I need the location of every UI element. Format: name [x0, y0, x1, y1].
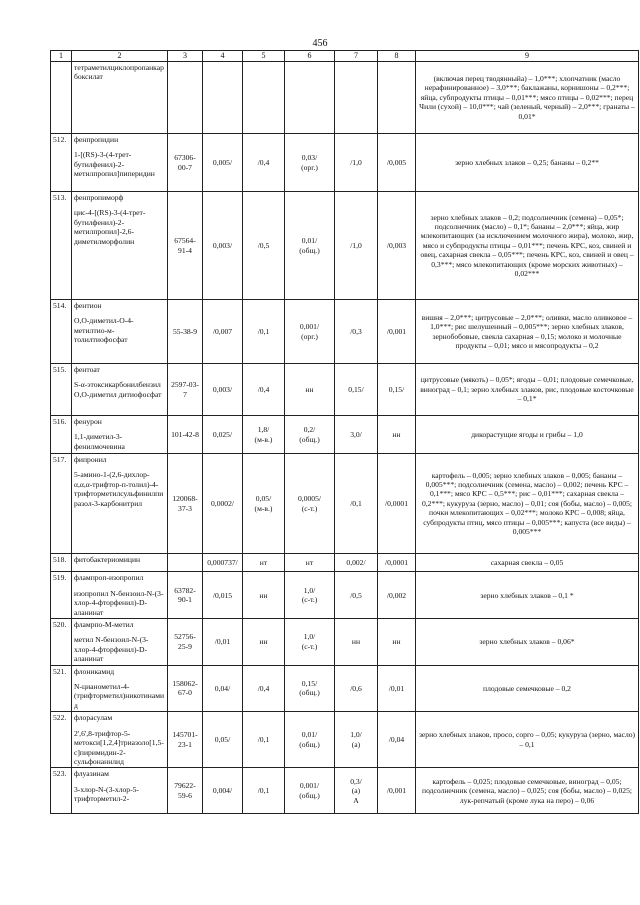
chemical-name: N-цианометил-4-(трифторметил)никотинамид — [74, 682, 165, 710]
value-col-4: 0,000737/ — [203, 554, 243, 572]
substance-name: фенпропидин — [74, 135, 119, 144]
value-col-4 — [203, 62, 243, 134]
substance-cell — [72, 572, 168, 619]
value-col-8: /0,002 — [378, 572, 416, 619]
cas-number: 120068-37-3 — [168, 454, 203, 554]
food-limits: (включая перец тводянныйа) – 1,0***; хлопчатник (масло нерафинированное) – 3,0***; баклажаны, корнишоны – 0,2***; яйца, субпродукты птицы – 0,01***; мясо птицы – 0,02***; перец Чили (сухой) – 10,0***; чай (зеленый, черный) – 2,0***; гранаты – 0,01* — [416, 62, 639, 134]
table-row — [51, 300, 639, 364]
row-number: 523. — [51, 768, 72, 814]
col-header: 6 — [285, 51, 335, 62]
header-row — [51, 51, 639, 62]
value-col-7: /0,6 — [335, 665, 378, 712]
value-col-6: 0,01/ (общ.) — [285, 192, 335, 300]
table-row — [51, 619, 639, 666]
value-col-4: 0,04/ — [203, 665, 243, 712]
value-col-7: нн — [335, 619, 378, 666]
col-header: 5 — [243, 51, 285, 62]
col-header: 9 — [416, 51, 639, 62]
cas-number — [168, 554, 203, 572]
value-col-7: 0,002/ — [335, 554, 378, 572]
value-col-7: 0,15/ — [335, 364, 378, 416]
chemical-name: 3-хлор-N-(3-хлор-5-трифторметил-2- — [74, 784, 139, 804]
table-row — [51, 454, 639, 554]
substance-cell — [72, 665, 168, 712]
substance-cell — [72, 192, 168, 300]
col-header: 4 — [203, 51, 243, 62]
cas-number — [168, 62, 203, 134]
cas-number: 2597-03-7 — [168, 364, 203, 416]
value-col-4: 0,003/ — [203, 192, 243, 300]
value-col-5: /0,5 — [243, 192, 285, 300]
substance-cell — [72, 768, 168, 814]
substance-name: фенурон — [74, 417, 102, 426]
value-col-4: 0,004/ — [203, 768, 243, 814]
table-row — [51, 712, 639, 768]
value-col-7: 0,3/ (а) А — [335, 768, 378, 814]
value-col-4: 0,0002/ — [203, 454, 243, 554]
substance-cell — [72, 712, 168, 768]
col-header: 8 — [378, 51, 416, 62]
value-col-5: 0,05/ (м-в.) — [243, 454, 285, 554]
table-row — [51, 665, 639, 712]
substance-name: фентоат — [74, 365, 100, 374]
cas-number: 63782-90-1 — [168, 572, 203, 619]
food-limits: вишня – 2,0***; цитрусовые – 2,0***; оливки, масло оливковое – 1,0***; рис шелушенный – 0,005***; зерно хлебных злаков, зернобобовые, свекла сахарная – 0,15; молоко и молочные продукты – 0,01; мясо и мясопродукты – 0,2 — [416, 300, 639, 364]
value-col-6: 1,0/ (с-т.) — [285, 572, 335, 619]
value-col-8: /0,0001 — [378, 454, 416, 554]
chemical-name: 1,1-диметил-3-фенилмочевина — [74, 432, 125, 451]
value-col-6: 1,0/ (с-т.) — [285, 619, 335, 666]
table-row — [51, 554, 639, 572]
residue-limits-table — [50, 50, 639, 814]
row-number — [51, 62, 72, 134]
food-limits: сахарная свекла – 0,05 — [416, 554, 639, 572]
chemical-name: цис-4-[(RS)-3-(4-трет-бутилфенил)-2-метилпропил]-2,6-диметилморфолин — [74, 208, 146, 246]
value-col-6: 0,2/ (общ.) — [285, 416, 335, 454]
substance-cell — [72, 62, 168, 134]
value-col-5: нн — [243, 619, 285, 666]
value-col-5: /0,4 — [243, 665, 285, 712]
cas-number: 52756-25-9 — [168, 619, 203, 666]
value-col-8: нн — [378, 416, 416, 454]
value-col-8: /0,01 — [378, 665, 416, 712]
substance-name: флуазинам — [74, 769, 109, 779]
row-number: 515. — [51, 364, 72, 416]
value-col-8: /0,001 — [378, 300, 416, 364]
food-limits: картофель – 0,005; зерно хлебных злаков – 0,005; бананы – 0,005***; подсолнечник (семена, масло) – 0,002; печень КРС – 0,1***; мясо КРС – 0,5***; рис – 0,01***; сахарная свекла – 0,2***; кукуруза (зерно, масло) – 0,01; соя (бобы, масло) – 0,005; почки млекопитающих – 0,02***; молоко КРС – 0,008; яйца, субпродукты птиц, мясо птицы – 0,005***; капуста (все виды) – 0,005*** — [416, 454, 639, 554]
value-col-4: /0,01 — [203, 619, 243, 666]
row-number: 514. — [51, 300, 72, 364]
cas-number: 67306-00-7 — [168, 134, 203, 192]
row-number: 517. — [51, 454, 72, 554]
row-number: 520. — [51, 619, 72, 666]
food-limits: зерно хлебных злаков – 0,1 * — [416, 572, 639, 619]
food-limits: картофель – 0,025; плодовые семечковые, виноград – 0,05; подсолнечник (семена, масло) – 0,025; соя (бобы, масло) – 0,025; лук-репчатый (кроме лука на перо) – 0,06 — [416, 768, 639, 814]
table-row — [51, 416, 639, 454]
substance-name: флоникамид — [74, 666, 115, 676]
substance-name: флампроп-изопропил — [74, 573, 144, 583]
food-limits: цитрусовые (мякоть) – 0,05*; ягоды – 0,01; плодовые семечковые, виноград – 0,1; зерно хлебных злаков, рис, плодовые косточковые – 0,1* — [416, 364, 639, 416]
substance-cell — [72, 454, 168, 554]
row-number: 513. — [51, 192, 72, 300]
value-col-7: 1,0/ (а) — [335, 712, 378, 768]
chemical-name: О,О-диметил-О-4-метилтио-м-толилтиофосфат — [74, 316, 134, 345]
chemical-name: 5-амино-1-(2,6-дихлор-α,α,α-трифтор-п-толил)-4-трифторметилсульфинилпиразол-3-карбонитрил — [74, 470, 164, 508]
value-col-8: /0,003 — [378, 192, 416, 300]
value-col-8: /0,005 — [378, 134, 416, 192]
substance-name: фентион — [74, 301, 102, 310]
cas-number: 158062-67-0 — [168, 665, 203, 712]
substance-cell — [72, 364, 168, 416]
value-col-6 — [285, 62, 335, 134]
table-row — [51, 134, 639, 192]
value-col-7: /0,5 — [335, 572, 378, 619]
value-col-6: 0,01/ (общ.) — [285, 712, 335, 768]
value-col-7: 3,0/ — [335, 416, 378, 454]
cas-number: 79622-59-6 — [168, 768, 203, 814]
table-row — [51, 768, 639, 814]
cas-number: 101-42-8 — [168, 416, 203, 454]
chemical-name: изопропил N-бензоил-N-(3-хлор-4-фторфенил)-D-аланинат — [74, 588, 164, 617]
substance-cell — [72, 416, 168, 454]
substance-name: тетраметилциклопропанкарбоксилат — [74, 63, 164, 82]
value-col-6: нт — [285, 554, 335, 572]
table-row — [51, 364, 639, 416]
substance-name: фенпропиморф — [74, 193, 124, 202]
value-col-5: /0,1 — [243, 300, 285, 364]
value-col-5: /0,4 — [243, 134, 285, 192]
page-number: 456 — [312, 38, 328, 49]
value-col-8 — [378, 62, 416, 134]
col-header: 2 — [72, 51, 168, 62]
value-col-6: нн — [285, 364, 335, 416]
row-number: 516. — [51, 416, 72, 454]
value-col-5: /0,1 — [243, 712, 285, 768]
value-col-4: /0,007 — [203, 300, 243, 364]
value-col-4: 0,025/ — [203, 416, 243, 454]
value-col-5: /0,4 — [243, 364, 285, 416]
row-number: 519. — [51, 572, 72, 619]
value-col-8: /0,001 — [378, 768, 416, 814]
cas-number: 55-38-9 — [168, 300, 203, 364]
row-number: 521. — [51, 665, 72, 712]
value-col-8: нн — [378, 619, 416, 666]
col-header: 1 — [51, 51, 72, 62]
value-col-7: /0,1 — [335, 454, 378, 554]
cas-number: 145701-23-1 — [168, 712, 203, 768]
substance-cell — [72, 134, 168, 192]
row-number: 518. — [51, 554, 72, 572]
value-col-4: /0,015 — [203, 572, 243, 619]
cas-number: 67564-91-4 — [168, 192, 203, 300]
value-col-5: 1,8/ (м-в.) — [243, 416, 285, 454]
value-col-6: 0,15/ (общ.) — [285, 665, 335, 712]
substance-cell — [72, 554, 168, 572]
table-row — [51, 62, 639, 134]
table-row — [51, 192, 639, 300]
food-limits: зерно хлебных злаков, просо, сорго – 0,05; кукуруза (зерно, масло) – 0,1 — [416, 712, 639, 768]
value-col-7: /1,0 — [335, 192, 378, 300]
food-limits: зерно хлебных злаков – 0,06* — [416, 619, 639, 666]
substance-cell — [72, 619, 168, 666]
value-col-8: /0,04 — [378, 712, 416, 768]
value-col-6: 0,03/ (орг.) — [285, 134, 335, 192]
value-col-8: /0,0001 — [378, 554, 416, 572]
value-col-7: /0,3 — [335, 300, 378, 364]
value-col-8: 0,15/ — [378, 364, 416, 416]
row-number: 522. — [51, 712, 72, 768]
food-limits: зерно хлебных злаков – 0,25; бананы – 0,2** — [416, 134, 639, 192]
substance-name: фитобактериомицин — [74, 555, 141, 564]
value-col-4: 0,005/ — [203, 134, 243, 192]
value-col-5 — [243, 62, 285, 134]
value-col-4: 0,05/ — [203, 712, 243, 768]
value-col-6: 0,0005/ (с-т.) — [285, 454, 335, 554]
col-header: 7 — [335, 51, 378, 62]
food-limits: дикорастущие ягоды и грибы – 1,0 — [416, 416, 639, 454]
chemical-name: 1-[(RS)-3-(4-трет-бутилфенил)-2-метилпропил]пиперидин — [74, 150, 155, 179]
value-col-5: /0,1 — [243, 768, 285, 814]
value-col-5: нн — [243, 572, 285, 619]
substance-cell — [72, 300, 168, 364]
substance-name: фламрпо-М-метил — [74, 620, 134, 630]
substance-name: фипронил — [74, 455, 107, 464]
col-header: 3 — [168, 51, 203, 62]
food-limits: плодовые семечковые – 0,2 — [416, 665, 639, 712]
chemical-name: S-α-этоксикарбонилбензил О,О-диметил дитиофосфат — [74, 380, 162, 399]
value-col-4: 0,003/ — [203, 364, 243, 416]
value-col-5: нт — [243, 554, 285, 572]
value-col-6: 0,001/ (общ.) — [285, 768, 335, 814]
table-row — [51, 572, 639, 619]
chemical-name: метил N-бензоил-N-(3-хлор-4-фторфенил)-D-аланинат — [74, 635, 149, 664]
food-limits: зерно хлебных злаков – 0,2; подсолнечник (семена) – 0,05*; подсолнечник (масло) – 0,1*; бананы – 2,0***; яйца, жир млекопитающих (за исключением молочного жира), молоко, жир, мясо и субпродукты птицы – 0,01***; печень КРС, коз, свиней и овец, сахарная свекла – 0,05***; печень КРС, коз, свиней и овец – 0,3***; мясо млекопитающих (кроме морских животных) – 0,02*** — [416, 192, 639, 300]
substance-name: флорасулам — [74, 713, 113, 723]
value-col-7 — [335, 62, 378, 134]
chemical-name: 2',6',8-трифтор-5-метокси[1,2,4]триазоло[1,5-c]пиримидин-2-сульфонанилид — [74, 728, 164, 766]
row-number: 512. — [51, 134, 72, 192]
value-col-7: /1,0 — [335, 134, 378, 192]
value-col-6: 0,001/ (орг.) — [285, 300, 335, 364]
